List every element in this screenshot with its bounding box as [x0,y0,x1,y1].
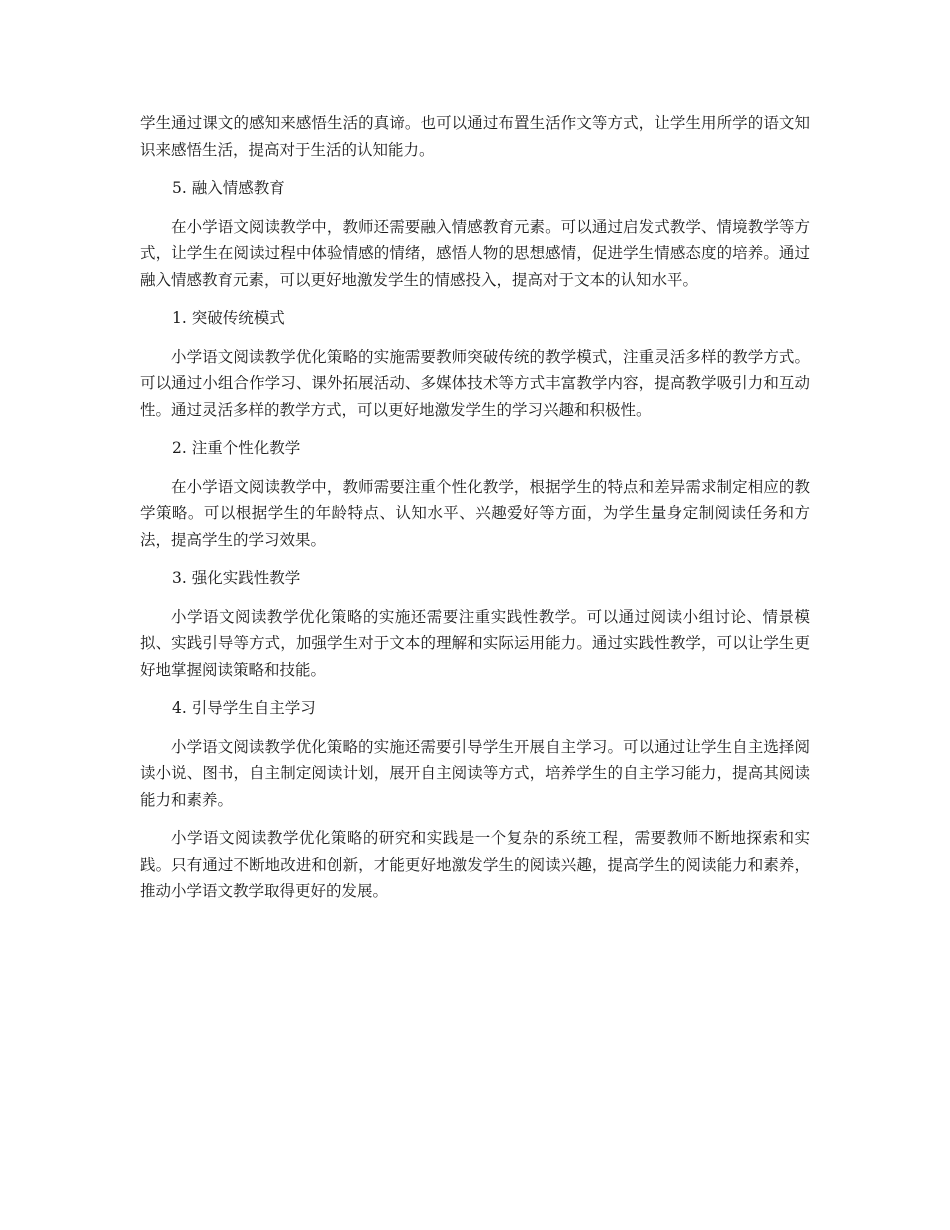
heading-break-traditional-mode: 1. 突破传统模式 [172,309,285,327]
heading-emotional-education: 5. 融入情感教育 [172,179,285,197]
document-page [140,110,810,917]
paragraph-self-directed-learning: 小学语文阅读教学优化策略的实施还需要引导学生开展自主学习。可以通过让学生自主选择阅读小说、图书，自主制定阅读计划，展开自主阅读等方式，培养学生的自主学习能力，提高其阅读能力和素养。 [140,737,810,809]
paragraph-personalized-teaching: 在小学语文阅读教学中，教师需要注重个性化教学，根据学生的特点和差异需求制定相应的教学策略。可以根据学生的年龄特点、认知水平、兴趣爱好等方面，为学生量身定制阅读任务和方法，提高学生的学习效果。 [140,477,810,549]
heading-self-directed-learning: 4. 引导学生自主学习 [172,699,316,717]
paragraph-break-traditional-mode: 小学语文阅读教学优化策略的实施需要教师突破传统的教学模式，注重灵活多样的教学方式。可以通过小组合作学习、课外拓展活动、多媒体技术等方式丰富教学内容，提高教学吸引力和互动性。通过灵活多样的教学方式，可以更好地激发学生的学习兴趣和积极性。 [140,347,810,419]
heading-personalized-teaching: 2. 注重个性化教学 [172,439,301,457]
paragraph-conclusion: 小学语文阅读教学优化策略的研究和实践是一个复杂的系统工程，需要教师不断地探索和实践。只有通过不断地改进和创新，才能更好地激发学生的阅读兴趣，提高学生的阅读能力和素养，推动小学语文教学取得更好的发展。 [140,829,810,900]
paragraph-practical-teaching: 小学语文阅读教学优化策略的实施还需要注重实践性教学。可以通过阅读小组讨论、情景模拟、实践引导等方式，加强学生对于文本的理解和实际运用能力。通过实践性教学，可以让学生更好地掌握阅读策略和技能。 [140,607,810,679]
paragraph-emotional-education: 在小学语文阅读教学中，教师还需要融入情感教育元素。可以通过启发式教学、情境教学等方式，让学生在阅读过程中体验情感的情绪，感悟人物的思想感情，促进学生情感态度的培养。通过融入情感教育元素，可以更好地激发学生的情感投入，提高对于文本的认知水平。 [140,217,810,289]
paragraph-intro-continuation: 学生通过课文的感知来感悟生活的真谛。也可以通过布置生活作文等方式，让学生用所学的语文知识来感悟生活，提高对于生活的认知能力。 [140,114,810,159]
heading-practical-teaching: 3. 强化实践性教学 [172,569,301,587]
